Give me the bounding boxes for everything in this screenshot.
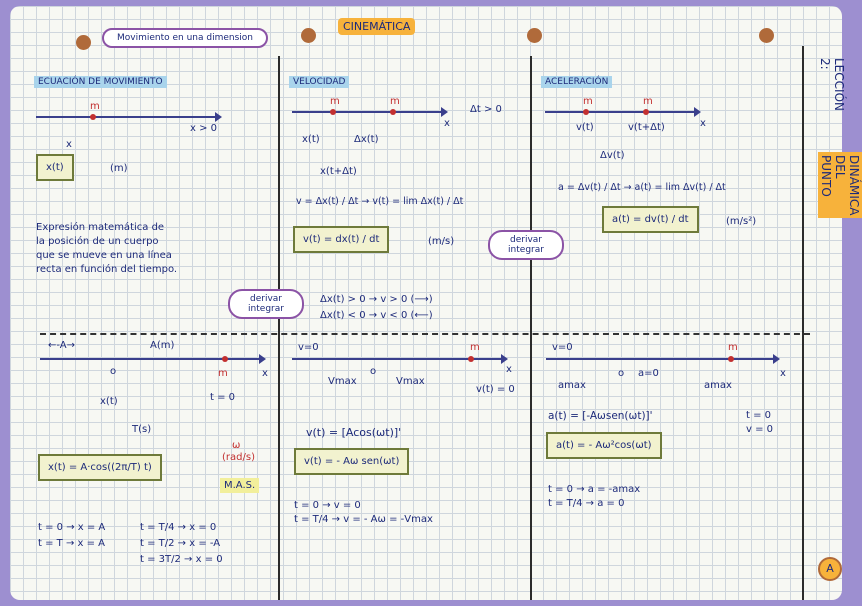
column-divider [530, 56, 532, 600]
mass-label: m [90, 101, 100, 112]
mass-label: m [218, 368, 228, 379]
description-line: Expresión matemática de [36, 222, 165, 233]
notebook-page [10, 6, 861, 600]
acceleration-derivative: a(t) = [-Aωsen(ωt)]' [548, 410, 653, 422]
subject-label: DINÁMICA DEL PUNTO [818, 152, 862, 218]
mass-dot [643, 109, 649, 115]
mass-label: m [583, 96, 593, 107]
x-positive-label: x > 0 [190, 123, 218, 134]
velocity-equation: v(t) = dx(t) / dt [293, 226, 389, 253]
position-axis [36, 116, 216, 118]
mas-position-equation: x(t) = A·cos((2π/T) t) [38, 454, 162, 481]
mass-label: m [643, 96, 653, 107]
mas-badge: M.A.S. [220, 478, 259, 493]
mass-label: m [728, 342, 738, 353]
amax-label: amax [704, 380, 732, 391]
acceleration-result: t = T/4 → a = 0 [548, 498, 625, 509]
column-divider [802, 46, 804, 600]
dv-label: Δv(t) [600, 150, 625, 161]
minus-a-label: ←-A→ [48, 340, 75, 351]
integrate-label: integrar [248, 304, 284, 314]
section-divider [40, 333, 810, 335]
x-label: x [506, 364, 512, 375]
velocity-condition: Δx(t) > 0 → v > 0 (⟶) [320, 294, 433, 305]
mas-result: t = 3T/2 → x = 0 [140, 554, 223, 565]
x-label: x [780, 368, 786, 379]
mass-dot [583, 109, 589, 115]
mass-label: m [330, 96, 340, 107]
velocity-condition: Δx(t) < 0 → v < 0 (⟵) [320, 310, 433, 321]
origin-label: o [110, 366, 117, 377]
acceleration-unit: (m/s²) [726, 216, 757, 227]
binder-hole [527, 28, 542, 43]
mas-velocity-equation: v(t) = - Aω sen(ωt) [294, 448, 409, 475]
mas-acceleration-axis [546, 358, 774, 360]
origin-label: o [618, 368, 625, 379]
velocity-result: t = T/4 → v = - Aω = -Vmax [294, 514, 433, 525]
mas-acceleration-equation: a(t) = - Aω²cos(ωt) [546, 432, 662, 459]
x-label: x [444, 118, 450, 129]
amax-label: amax [558, 380, 586, 391]
x-label: x [262, 368, 268, 379]
mas-result: t = T → x = A [38, 538, 105, 549]
amplitude-label: A(m) [150, 340, 175, 351]
origin-label: o [370, 366, 377, 377]
mass-dot [390, 109, 396, 115]
section-heading-acceleration: ACELERACIÓN [541, 76, 612, 88]
x-t-label: x(t) [100, 396, 118, 407]
mas-result: t = T/2 → x = -A [140, 538, 221, 549]
velocity-unit: (m/s) [428, 236, 455, 247]
v-t-label: v(t) [576, 122, 594, 133]
velocity-result: t = 0 → v = 0 [294, 500, 361, 511]
mass-dot [468, 356, 474, 362]
binder-hole [759, 28, 774, 43]
dt-positive-label: Δt > 0 [470, 104, 502, 115]
vmax-label: Vmax [396, 376, 425, 387]
mass-dot [222, 356, 228, 362]
description-line: que se mueve en una línea [36, 250, 172, 261]
acceleration-result: t = 0 → a = -amax [548, 484, 641, 495]
mass-label: m [470, 342, 480, 353]
derive-integrate-cloud [228, 289, 304, 319]
acceleration-axis [545, 111, 695, 113]
v-zero-label: v = 0 [746, 424, 774, 435]
binder-hole [301, 28, 316, 43]
column-divider [278, 56, 280, 600]
topic-note: Movimiento en una dimension [102, 28, 268, 48]
mas-result: t = 0 → x = A [38, 522, 106, 533]
v-t-zero-label: v(t) = 0 [476, 384, 515, 395]
integrate-label: integrar [508, 245, 544, 255]
mass-dot [330, 109, 336, 115]
velocity-derivative: v(t) = [Acos(ωt)]' [306, 426, 402, 439]
a-zero-label: a=0 [638, 368, 659, 379]
description-line: recta en función del tiempo. [36, 264, 178, 275]
x-t-label: x(t) [302, 134, 320, 145]
omega-unit: (rad/s) [222, 452, 255, 463]
lesson-label: LECCIÓN 2: [818, 58, 846, 111]
mass-dot [728, 356, 734, 362]
section-heading-velocity: VELOCIDAD [289, 76, 349, 88]
v-t-dt-label: v(t+Δt) [628, 122, 665, 133]
derive-label: derivar [250, 294, 282, 304]
x-label: x [66, 139, 72, 150]
binder-hole [76, 35, 91, 50]
t-zero-label: t = 0 [746, 410, 772, 421]
x-label: x [700, 118, 706, 129]
period-label: T(s) [132, 424, 152, 435]
mass-label: m [390, 96, 400, 107]
v-zero-label: v=0 [298, 342, 319, 353]
vmax-label: Vmax [328, 376, 357, 387]
v-zero-label: v=0 [552, 342, 573, 353]
derive-label: derivar [510, 235, 542, 245]
mass-dot [90, 114, 96, 120]
mas-result: t = T/4 → x = 0 [140, 522, 217, 533]
derive-integrate-cloud [488, 230, 564, 260]
t-zero-label: t = 0 [210, 392, 236, 403]
page-marker: A [818, 557, 842, 581]
x-t-dt-label: x(t+Δt) [320, 166, 357, 177]
velocity-definition: v = Δx(t) / Δt → v(t) = lim Δx(t) / Δt [296, 196, 464, 207]
omega-label: ω [232, 440, 241, 451]
description-line: la posición de un cuerpo [36, 236, 159, 247]
position-equation: x(t) [36, 154, 74, 181]
velocity-axis [292, 111, 442, 113]
acceleration-equation: a(t) = dv(t) / dt [602, 206, 699, 233]
section-heading-position: ECUACIÓN DE MOVIMIENTO [34, 76, 167, 88]
position-unit: (m) [110, 163, 128, 174]
page-title: CINEMÁTICA [338, 18, 415, 35]
dx-label: Δx(t) [354, 134, 379, 145]
acceleration-definition: a = Δv(t) / Δt → a(t) = lim Δv(t) / Δt [558, 182, 726, 193]
